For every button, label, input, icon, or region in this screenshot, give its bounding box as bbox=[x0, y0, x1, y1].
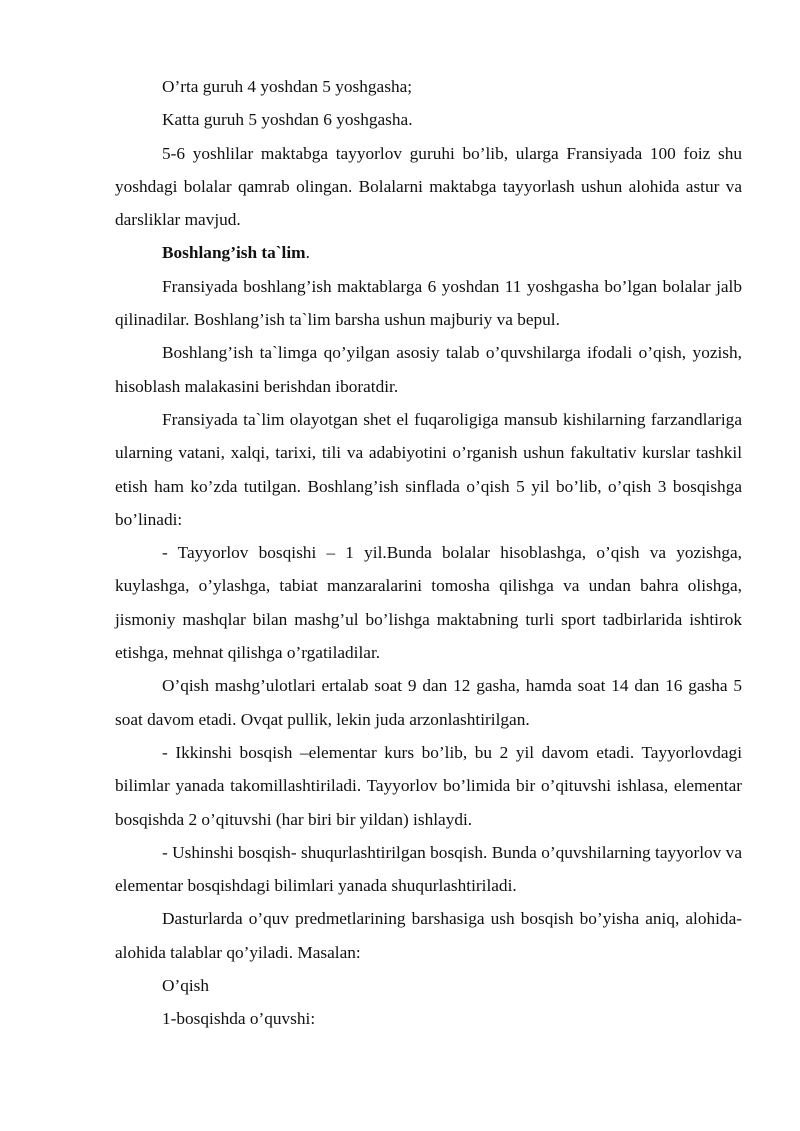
paragraph-foreign-citizens: Fransiyada ta`lim olayotgan shet el fuqaroligiga mansub kishilarning farzandlariga ularning vatani, xalqi, tarixi, tili va adabiyotini o’rganish ushun fakultativ kurslar tashkil etish ham ko’zda tutilgan. Boshlang’ish sinflada o’qish 5 yil bo’lib, o’qish 3 bosqishga bo’linadi: bbox=[115, 409, 742, 529]
paragraph-primary-schools: Fransiyada boshlang’ish maktablarga 6 yoshdan 11 yoshgasha bo’lgan bolalar jalb qilinadilar. Boshlang’ish ta`lim barsha ushun majburiy va bepul. bbox=[115, 276, 742, 330]
paragraph-reading: O’qish bbox=[162, 976, 210, 996]
paragraph-curriculum: Dasturlarda o’quv predmetlarining barshasiga ush bosqish bo’yisha aniq, alohida-alohida talablar qo’yiladi. Masalan: bbox=[115, 909, 742, 962]
paragraph-main-requirement: Boshlang’ish ta`limga qo’yilgan asosiy talab o’quvshilarga ifodali o’qish, yozish, hisoblash malakasini berishdan iboratdir. bbox=[115, 343, 742, 396]
paragraph-preparatory-stage: - Tayyorlov bosqishi – 1 yil.Bunda bolalar hisoblashga, o’qish va yozishga, kuylashga, o’ylashga, tabiat manzaralarini tomosha qilishga va undan bahra olishga, jismoniy mashqlar bilan mashg’ul bo’lishga maktabning turli sport tadbirlarida ishtirok etishga, mehnat qilishga o’rgatiladilar. bbox=[115, 543, 742, 663]
paragraph-senior-group: Katta guruh 5 yoshdan 6 yoshgasha. bbox=[162, 110, 413, 130]
paragraph-second-stage: - Ikkinshi bosqish –elementar kurs bo’lib, bu 2 yil davom etadi. Tayyorlovdagi bilimlar yanada takomillashtiriladi. Tayyorlov bo’limida bir o’qituvshi ishlasa, elementar bosqishda 2 o’qituvshi (har biri bir yildan) ishlaydi. bbox=[115, 742, 742, 829]
section-heading-tail: . bbox=[305, 243, 310, 263]
section-heading-text: Boshlang’ish ta`lim bbox=[162, 243, 306, 263]
paragraph-preparatory-group: 5-6 yoshlilar maktabga tayyorlov guruhi bo’lib, ularga Fransiyada 100 foiz shu yoshdagi bolalar qamrab olingan. Bolalarni maktabga tayyorlash ushun alohida astur va darsliklar mavjud. bbox=[115, 143, 742, 230]
paragraph-middle-group: O’rta guruh 4 yoshdan 5 yoshgasha; bbox=[162, 77, 413, 96]
paragraph-third-stage: - Ushinshi bosqish- shuqurlashtirilgan bosqish. Bunda o’quvshilarning tayyorlov va elementar bosqishdagi bilimlari yanada shuqurlashtiriladi. bbox=[115, 842, 742, 896]
paragraph-first-stage-pupil: 1-bosqishda o’quvshi: bbox=[162, 1009, 316, 1029]
section-heading-primary-education bbox=[115, 236, 742, 269]
paragraph-schedule: O’qish mashg’ulotlari ertalab soat 9 dan 12 gasha, hamda soat 14 dan 16 gasha 5 soat davom etadi. Ovqat pullik, lekin juda arzonlashtirilgan. bbox=[115, 676, 742, 729]
